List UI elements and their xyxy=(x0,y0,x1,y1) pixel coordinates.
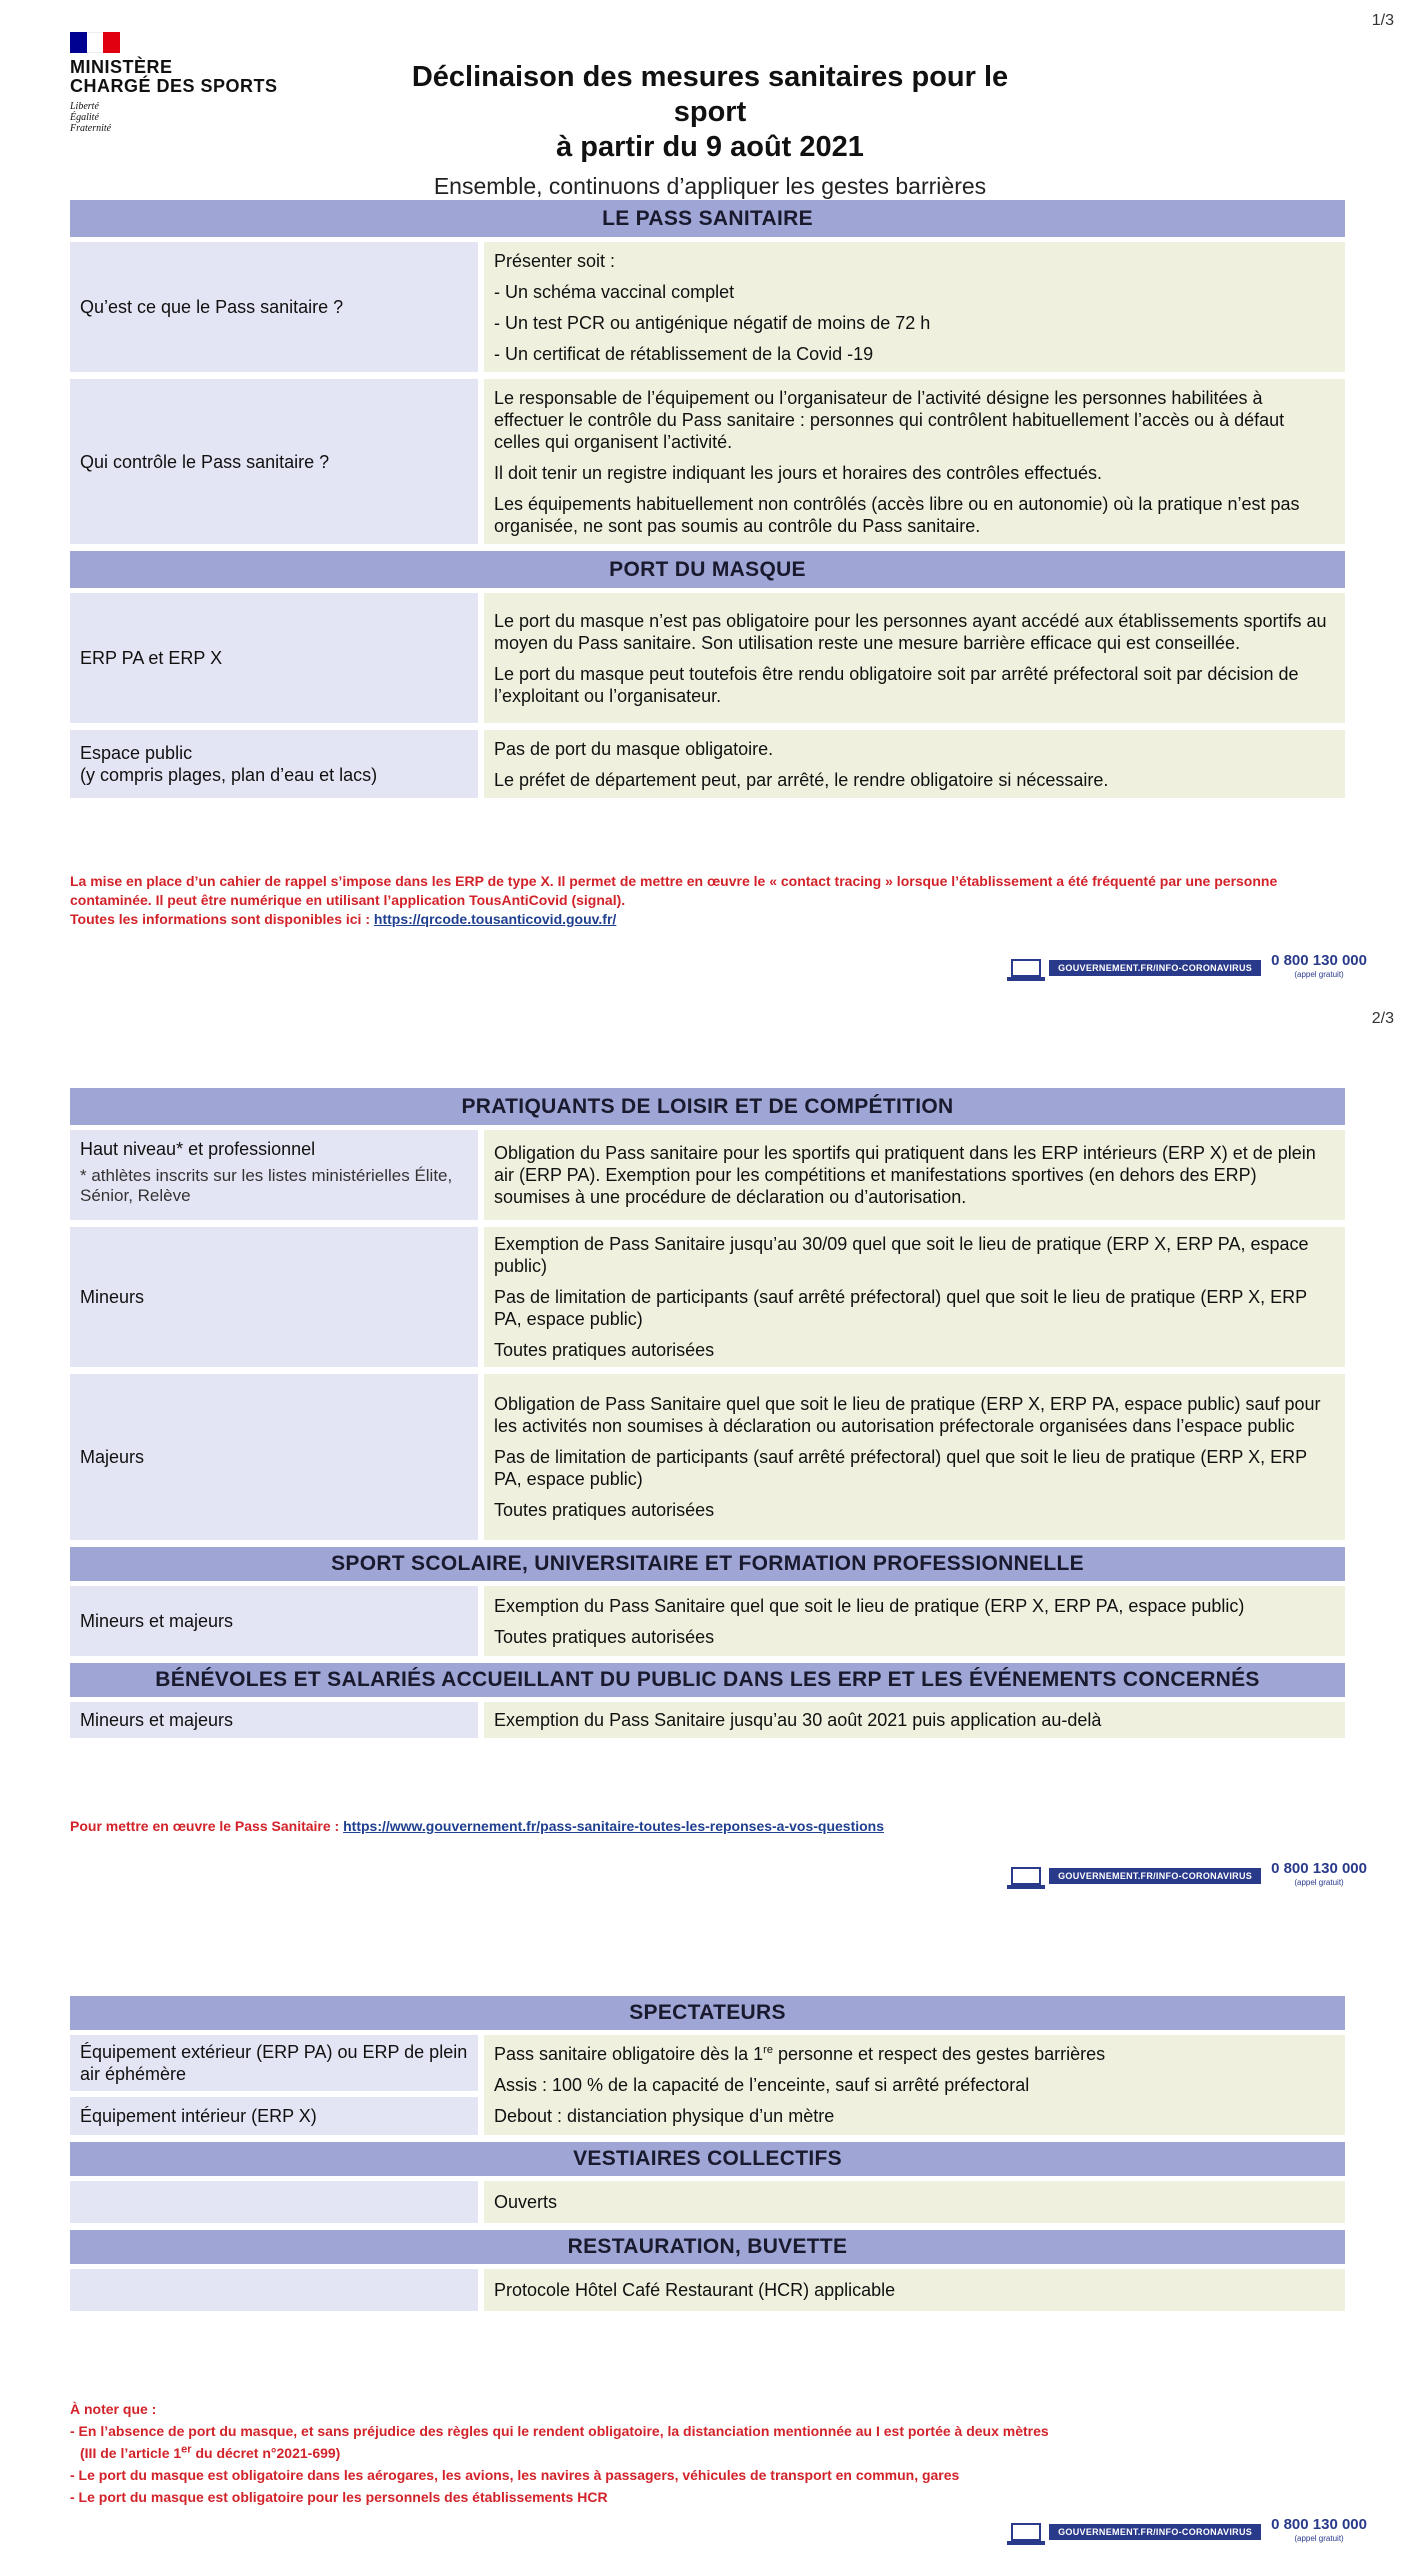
row-content: Protocole Hôtel Café Restaurant (HCR) applicable xyxy=(484,2269,1345,2311)
row-label: Mineurs et majeurs xyxy=(70,1586,478,1656)
table-row xyxy=(70,1374,1345,1540)
spectateurs-table xyxy=(70,1996,1345,2318)
ministry-logo xyxy=(70,32,278,134)
footer-banner xyxy=(1011,954,1367,982)
gov-link-label[interactable]: GOUVERNEMENT.FR/INFO-CORONAVIRUS xyxy=(1049,1868,1261,1884)
computer-icon xyxy=(1011,1867,1041,1885)
row-content: Le port du masque n’est pas obligatoire pour les personnes ayant accédé aux établissements sportifs au moyen du Pass sanitaire. Son utilisation reste une mesure barrière efficace qui est conseillée. Le port du masque peut toutefois être rendu obligatoire soit par arrêté préfectoral soit par décision de l’exploitant ou l’organisateur. xyxy=(484,593,1345,723)
row-content: Pass sanitaire obligatoire dès la 1re personne et respect des gestes barrières Assis : 100 % de la capacité de l’enceinte, sauf si arrêté préfectoral Debout : distanciation physique d’un mètre xyxy=(484,2035,1345,2135)
row-content: Exemption du Pass Sanitaire quel que soit le lieu de pratique (ERP X, ERP PA, espace public) Toutes pratiques autorisées xyxy=(484,1586,1345,1656)
section-header: VESTIAIRES COLLECTIFS xyxy=(70,2142,1345,2176)
motto: Liberté Égalité Fraternité xyxy=(70,101,112,134)
page-number: 1/3 xyxy=(1371,12,1394,29)
section-header: RESTAURATION, BUVETTE xyxy=(70,2230,1345,2264)
tousanticovid-link[interactable]: https://qrcode.tousanticovid.gouv.fr/ xyxy=(373,911,617,927)
row-content: Le responsable de l’équipement ou l’organisateur de l’activité désigne les personnes habilitées à effectuer le contrôle du Pass sanitaire : personnes qui contrôlent habituellement l’accès ou à défaut celles qui organisent l’activité. Il doit tenir un registre indiquant les jours et horaires des contrôles effectués. Les équipements habituellement non contrôlés (accès libre ou en autonomie) où la pratique n’est pas organisée, ne sont pas soumis au contrôle du Pass sanitaire. xyxy=(484,379,1345,544)
french-flag-icon xyxy=(70,32,120,53)
table-row xyxy=(70,1586,1345,1656)
section-header: PRATIQUANTS DE LOISIR ET DE COMPÉTITION xyxy=(70,1088,1345,1125)
computer-icon xyxy=(1011,959,1041,977)
table-row xyxy=(70,593,1345,723)
row-label-empty xyxy=(70,2269,478,2311)
contact-tracing-note: La mise en place d’un cahier de rappel s’impose dans les ERP de type X. Il permet de mettre en œuvre le « contact tracing » lorsque l’établissement a été fréquenté par une personne contaminée. Il peut être numérique en utilisant l’application TousAntiCovid (signal). Toutes les informations sont disponibles ici : https://qrcode.tousanticovid.gouv.fr/ xyxy=(70,873,1278,927)
row-label: Majeurs xyxy=(70,1374,478,1540)
page-3 xyxy=(0,1920,1412,2560)
row-label: Mineurs et majeurs xyxy=(70,1702,478,1738)
footer-banner xyxy=(1011,2518,1367,2546)
pratiquants-table xyxy=(70,1088,1345,1745)
page-1 xyxy=(0,0,1412,1000)
table-row xyxy=(70,1130,1345,1220)
pass-sanitaire-note: Pour mettre en œuvre le Pass Sanitaire : https://www.gouvernement.fr/pass-sanitaire-toutes-les-reponses-a-vos-questions xyxy=(70,1818,885,1834)
page-2 xyxy=(0,1000,1412,1920)
ministry-name-line2: CHARGÉ DES SPORTS xyxy=(70,76,278,96)
title-line1: Déclinaison des mesures sanitaires pour le sport xyxy=(411,61,1009,128)
gov-link-label[interactable]: GOUVERNEMENT.FR/INFO-CORONAVIRUS xyxy=(1049,960,1261,976)
section-header: PORT DU MASQUE xyxy=(70,551,1345,588)
gouvernement-link[interactable]: https://www.gouvernement.fr/pass-sanitaire-toutes-les-reponses-a-vos-questions xyxy=(343,1818,885,1834)
row-content: Pas de port du masque obligatoire. Le préfet de département peut, par arrêté, le rendre obligatoire si nécessaire. xyxy=(484,730,1345,798)
computer-icon xyxy=(1011,2523,1041,2541)
ministry-name-line1: MINISTÈRE xyxy=(70,57,173,77)
spectateurs-row xyxy=(70,2035,1345,2135)
table-row xyxy=(70,1227,1345,1367)
row-content: Exemption du Pass Sanitaire jusqu’au 30 août 2021 puis application au-delà xyxy=(484,1702,1345,1738)
section-header: SPECTATEURS xyxy=(70,1996,1345,2030)
pass-sanitaire-table xyxy=(70,200,1345,805)
row-content: Ouverts xyxy=(484,2181,1345,2223)
row-label: Espace public (y compris plages, plan d’eau et lacs) xyxy=(70,730,478,798)
footer-banner xyxy=(1011,1862,1367,1890)
table-row xyxy=(70,379,1345,544)
row-content: Exemption de Pass Sanitaire jusqu’au 30/09 quel que soit le lieu de pratique (ERP X, ERP PA, espace public) Pas de limitation de participants (sauf arrêté préfectoral) quel que soit le lieu de pratique (ERP X, ERP PA, espace public) Toutes pratiques autorisées xyxy=(484,1227,1345,1367)
phone-number: 0 800 130 000 (appel gratuit) xyxy=(1271,952,1367,979)
section-header: BÉNÉVOLES ET SALARIÉS ACCUEILLANT DU PUBLIC DANS LES ERP ET LES ÉVÉNEMENTS CONCERNÉS xyxy=(70,1663,1345,1697)
row-label: Qu’est ce que le Pass sanitaire ? xyxy=(70,242,478,372)
row-label: Mineurs xyxy=(70,1227,478,1367)
page-number: 2/3 xyxy=(1371,1010,1394,1027)
gov-link-label[interactable]: GOUVERNEMENT.FR/INFO-CORONAVIRUS xyxy=(1049,2524,1261,2540)
title-line2: à partir du 9 août 2021 xyxy=(556,131,864,163)
table-row xyxy=(70,242,1345,372)
row-label: Qui contrôle le Pass sanitaire ? xyxy=(70,379,478,544)
row-content: Présenter soit : - Un schéma vaccinal complet - Un test PCR ou antigénique négatif de moins de 72 h - Un certificat de rétablissement de la Covid -19 xyxy=(484,242,1345,372)
subtitle: Ensemble, continuons d’appliquer les gestes barrières xyxy=(433,173,987,199)
table-row xyxy=(70,1702,1345,1738)
row-label: ERP PA et ERP X xyxy=(70,593,478,723)
table-row xyxy=(70,2181,1345,2223)
section-header: SPORT SCOLAIRE, UNIVERSITAIRE ET FORMATION PROFESSIONNELLE xyxy=(70,1547,1345,1581)
section-header: LE PASS SANITAIRE xyxy=(70,200,1345,237)
notes-title: À noter que : xyxy=(70,2401,157,2417)
document-title xyxy=(400,60,1020,201)
notes-block: À noter que : - En l’absence de port du masque, et sans préjudice des règles qui le rendent obligatoire, la distanciation mentionnée au I est portée à deux mètres (III de l’article 1er du décret n°2021-699) - Le port du masque est obligatoire dans les aérogares, les avions, les navires à passagers, véhicules de transport en commun, gares - Le port du masque est obligatoire pour les personnels des établissements HCR xyxy=(70,2398,1360,2508)
spectateurs-labels xyxy=(70,2035,478,2135)
phone-number: 0 800 130 000 (appel gratuit) xyxy=(1271,1860,1367,1887)
row-label: Équipement extérieur (ERP PA) ou ERP de plein air éphémère xyxy=(70,2035,478,2091)
table-row xyxy=(70,730,1345,798)
table-row xyxy=(70,2269,1345,2311)
row-label: Haut niveau* et professionnel * athlètes inscrits sur les listes ministérielles Élite, Sénior, Relève xyxy=(70,1130,478,1220)
phone-number: 0 800 130 000 (appel gratuit) xyxy=(1271,2516,1367,2543)
row-label: Équipement intérieur (ERP X) xyxy=(70,2097,478,2135)
row-label-empty xyxy=(70,2181,478,2223)
row-content: Obligation de Pass Sanitaire quel que soit le lieu de pratique (ERP X, ERP PA, espace public) sauf pour les activités non soumises à déclaration ou autorisation préfectorale organisées dans l’espace public Pas de limitation de participants (sauf arrêté préfectoral) quel que soit le lieu de pratique (ERP X, ERP PA, espace public) Toutes pratiques autorisées xyxy=(484,1374,1345,1540)
row-content: Obligation du Pass sanitaire pour les sportifs qui pratiquent dans les ERP intérieurs (ERP X) et de plein air (ERP PA). Exemption pour les compétitions et manifestations sportives (en dehors des ERP) soumises à une procédure de déclaration ou d’autorisation. xyxy=(484,1130,1345,1220)
